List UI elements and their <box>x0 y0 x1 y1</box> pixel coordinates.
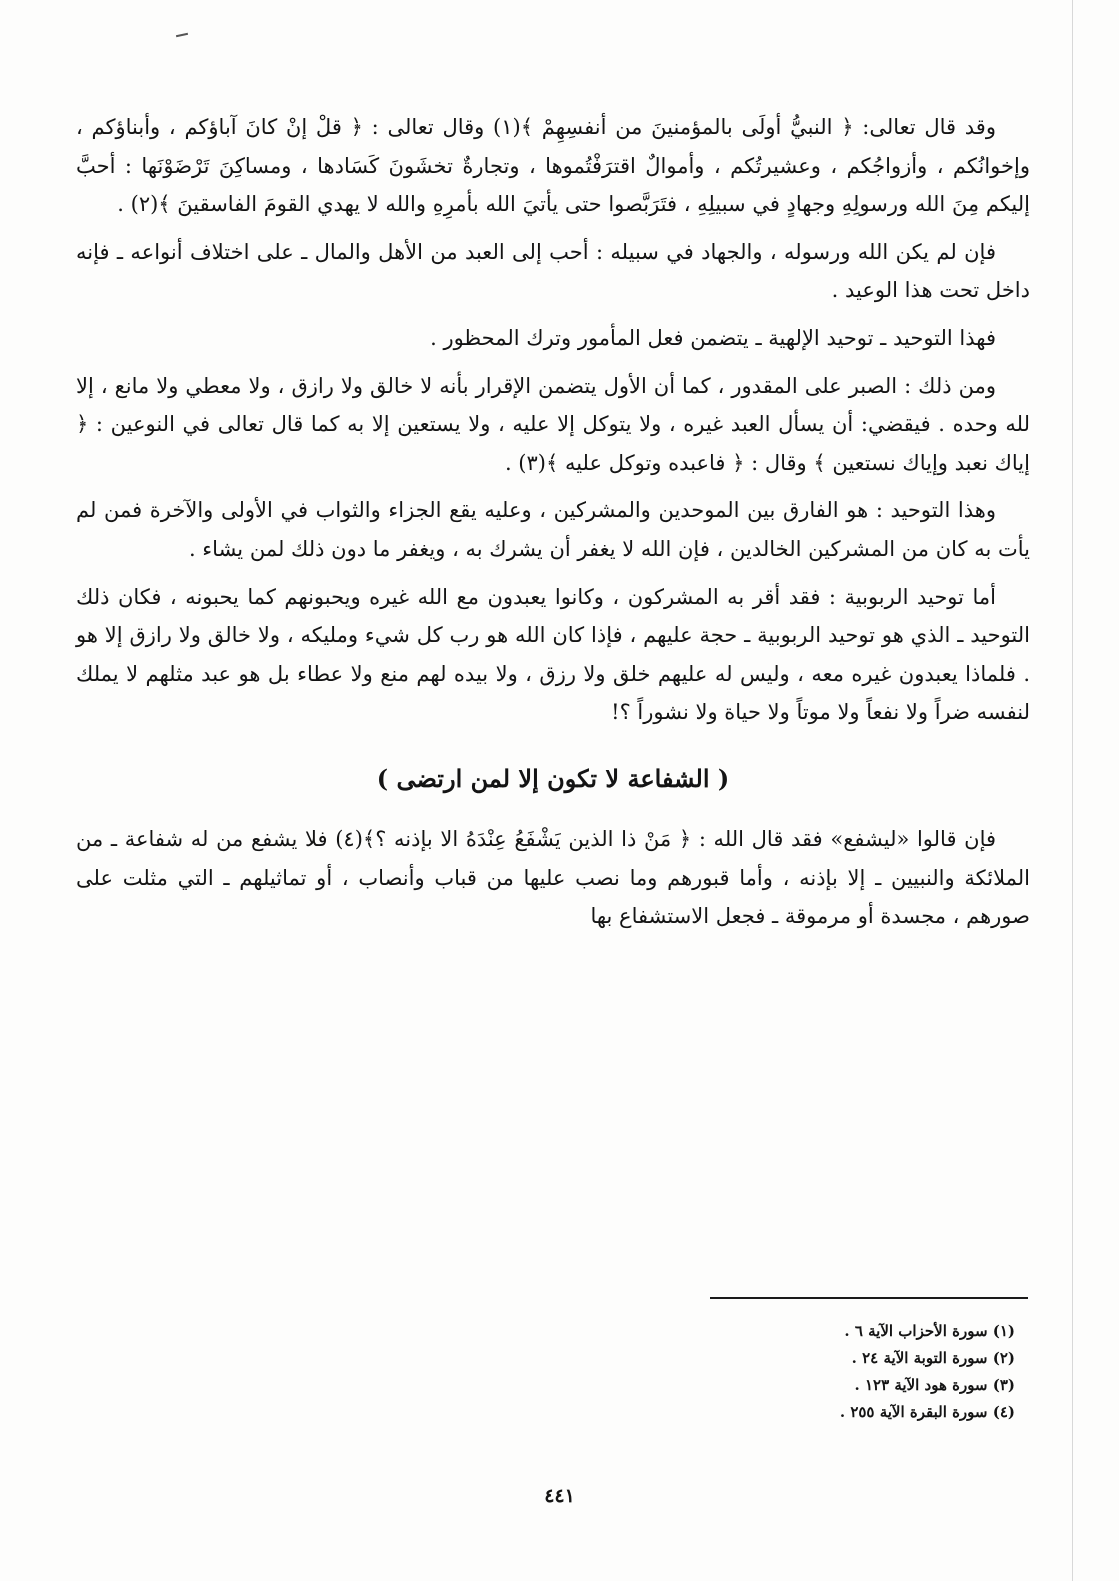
paragraph-6: أما توحيد الربوبية : فقد أقر به المشركون ، وكانوا يعبدون مع الله غيره ويحبونهم كما يحبونه ، فكان ذلك التوحيد ـ الذي هو توحيد الربوبية ـ حجة عليهم ، فإذا كان الله هو رب كل شيء ومليكه ، ولا خالق ولا رازق إلا هو . فلماذا يعبدون غيره معه ، وليس له عليهم خلق ولا رزق ، ولا بيده لهم منع ولا عطاء بل هو عبد مثلهم لا يملك لنفسه ضراً ولا نفعاً ولا موتاً ولا حياة ولا نشوراً ؟! <box>76 584 1030 725</box>
paragraph-2: فإن لم يكن الله ورسوله ، والجهاد في سبيله : أحب إلى العبد من الأهل والمال ـ على اختلاف أنواعه ـ فإنه داخل تحت هذا الوعيد . <box>76 239 1030 303</box>
page-edge-line <box>1072 0 1073 1581</box>
footnote-2: (٢) سورة التوبة الآية ٢٤ . <box>851 1349 1015 1367</box>
footnote-3: (٣) سورة هود الآية ١٢٣ . <box>854 1376 1015 1394</box>
main-text <box>76 108 1030 936</box>
closing-paragraph: فإن قالوا «ليشفع» فقد قال الله : ﴿ مَنْ ذا الذين يَشْفَعُ عِنْدَهُ الا بإذنه ؟﴾(٤) فلا يشفع من له شفاعة ـ من الملائكة والنبيين ـ إلا بإذنه ، وأما قبورهم وما نصب عليها من قباب وأنصاب ، أو تماثيلهم ـ التي مثلت على صورهم ، مجسدة أو مرموقة ـ فجعل الاستشفاع بها <box>76 826 1030 929</box>
paragraph-5: وهذا التوحيد : هو الفارق بين الموحدين والمشركين ، وعليه يقع الجزاء والثواب في الأولى والآخرة فمن لم يأت به كان من المشركين الخالدين ، فإن الله لا يغفر أن يشرك به ، ويغفر ما دون ذلك لمن يشاء . <box>76 498 1030 561</box>
paragraph-3: فهذا التوحيد ـ توحيد الإلهية ـ يتضمن فعل المأمور وترك المحظور . <box>430 325 996 350</box>
footnote-divider <box>710 1297 1028 1299</box>
footnotes <box>600 1318 1015 1426</box>
paragraph-4: ومن ذلك : الصبر على المقدور ، كما أن الأول يتضمن الإقرار بأنه لا خالق ولا رازق ، ولا معطي ولا مانع ، إلا لله وحده . فيقضي: أن يسأل العبد غيره ، ولا يتوكل إلا عليه ، ولا يستعين إلا به كما قال تعالى في النوعين : ﴿ إياك نعبد وإياك نستعين ﴾ وقال : ﴿ فاعبده وتوكل عليه ﴾(٣) . <box>76 373 1030 475</box>
footnote-1: (١) سورة الأحزاب الآية ٦ . <box>844 1322 1015 1340</box>
scan-mark <box>176 33 188 37</box>
page-number: ٤٤١ <box>544 1485 575 1507</box>
paragraph-1: وقد قال تعالى: ﴿ النبيُّ أولَى بالمؤمنينَ من أنفسِهِمْ ﴾(١) وقال تعالى : ﴿ قلْ إنْ كانَ آباؤكم ، وأبناؤكم ، وإخوانُكم ، وأزواجُكم ، وعشيرتُكم ، وأموالٌ اقترَفْتُموها ، وتجارةٌ تخشَونَ كَسَادها ، ومساكِنَ تَرْضَوْنَها : أحبَّ إليكم مِنَ الله ورسولِهِ وجهادٍ في سبيلِهِ ، فتَرَبَّصوا حتى يأتيَ الله بأمرِهِ والله لا يهدي القومَ الفاسقينَ ﴾(٢) . <box>76 115 1030 217</box>
section-heading: ( الشفاعة لا تكون إلا لمن ارتضى ) <box>376 763 730 793</box>
footnote-4: (٤) سورة البقرة الآية ٢٥٥ . <box>839 1403 1015 1421</box>
